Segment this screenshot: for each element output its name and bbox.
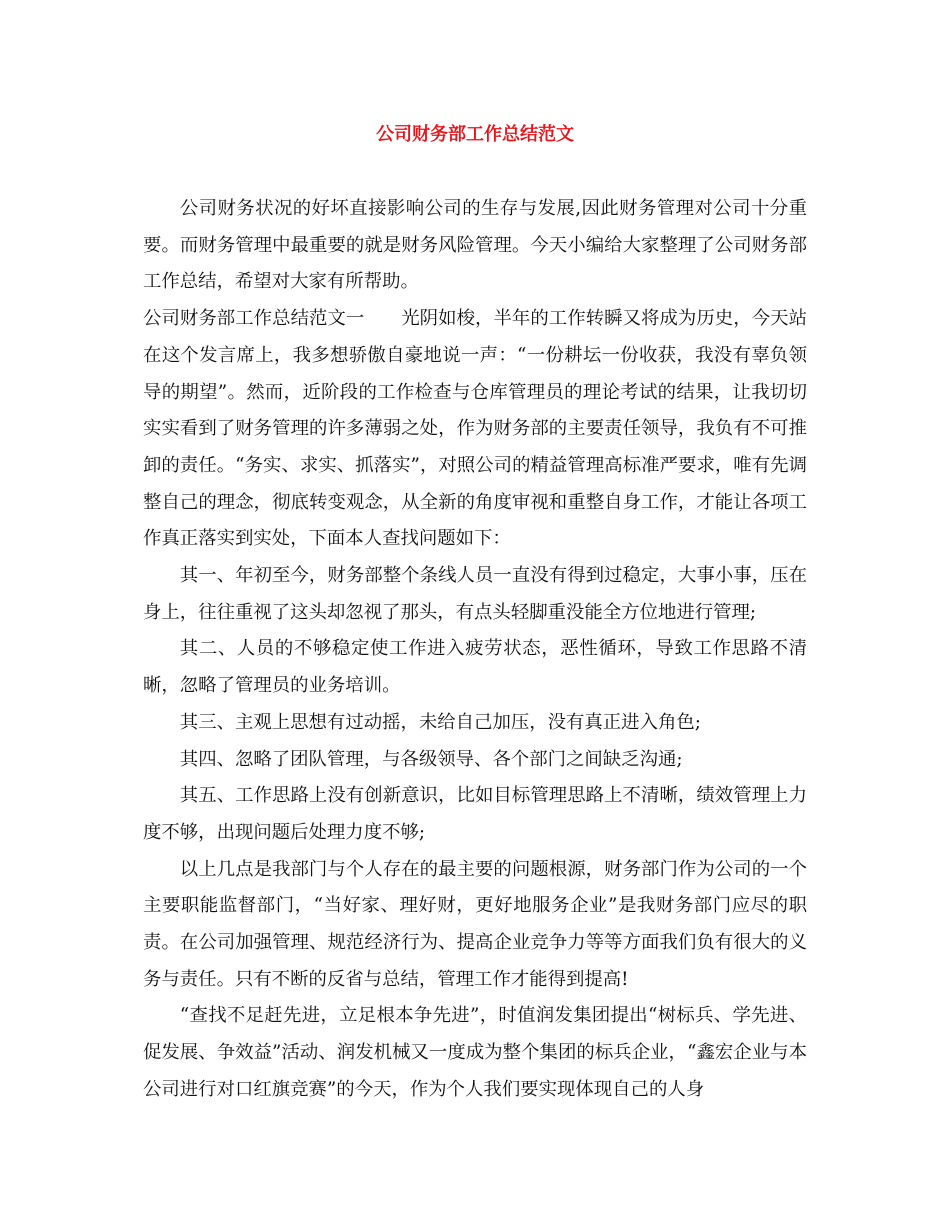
- paragraph-issue-four: 其四、忽略了团队管理，与各级领导、各个部门之间缺乏沟通;: [179, 748, 683, 770]
- paragraph-issue-three: 其三、主观上思想有过动摇，未给自己加压，没有真正进入角色;: [179, 711, 701, 733]
- paragraph-issue-one: 其一、年初至今，财务部整个条线人员一直没有得到过稳定，大事小事，压在身上，往往重视了这头却忽视了那头，有点头轻脚重没能全方位地进行管理;: [143, 565, 807, 623]
- paragraph-intro: 公司财务状况的好坏直接影响公司的生存与发展,因此财务管理对公司十分重要。而财务管理中最重要的就是财务风险管理。今天小编给大家整理了公司财务部工作总结，希望对大家有所帮助。: [143, 198, 807, 293]
- document-title: 公司财务部工作总结范文: [376, 124, 574, 145]
- paragraph-campaign: “查找不足赶先进，立足根本争先进”，时值润发集团提出“树标兵、学先进、促发展、争效益”活动、润发机械又一度成为整个集团的标兵企业，“鑫宏企业与本公司进行对口红旗竞赛”的今天，作为个人我们要实现体现自己的人身: [143, 1005, 807, 1100]
- paragraph-issue-two: 其二、人员的不够稳定使工作进入疲劳状态，恶性循环，导致工作思路不清晰，忽略了管理员的业务培训。: [143, 638, 807, 697]
- paragraph-sample-one: 公司财务部工作总结范文一 光阴如梭，半年的工作转瞬又将成为历史，今天站在这个发言席上，我多想骄傲自豪地说一声：“一份耕坛一份收获，我没有辜负领导的期望”。然而，近阶段的工作检查与仓库管理员的理论考试的结果，让我切切实实看到了财务管理的许多薄弱之处，作为财务部的主要责任领导，我负有不可推卸的责任。“务实、求实、抓落实”，对照公司的精益管理高标准严要求，唯有先调整自己的理念，彻底转变观念，从全新的角度审视和重整自身工作，才能让各项工作真正落实到实处，下面本人查找问题如下：: [143, 308, 807, 550]
- paragraph-issue-five: 其五、工作思路上没有创新意识，比如目标管理思路上不清晰，绩效管理上力度不够，出现问题后处理力度不够;: [143, 785, 807, 843]
- document-body: [143, 191, 807, 1109]
- paragraph-summary: 以上几点是我部门与个人存在的最主要的问题根源，财务部门作为公司的一个主要职能监督部门，“当好家、理好财，更好地服务企业”是我财务部门应尽的职责。在公司加强管理、规范经济行为、提高企业竞争力等等方面我们负有很大的义务与责任。只有不断的反省与总结，管理工作才能得到提高!: [143, 858, 807, 990]
